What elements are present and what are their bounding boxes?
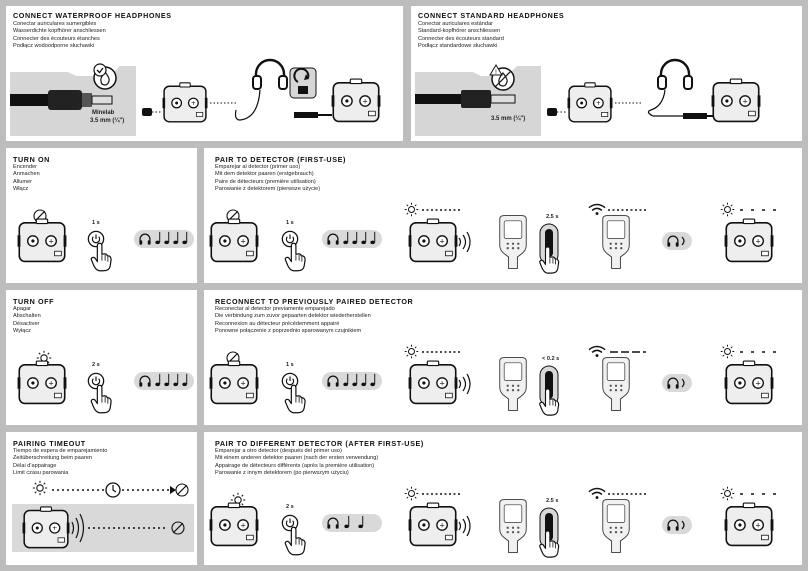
sun-slow-blink-icon [720, 344, 780, 360]
panel-turn-off [6, 290, 197, 425]
pair-diff-title: PAIR TO DIFFERENT DETECTOR (AFTER FIRST-USE) [215, 439, 424, 448]
sun-blink-icon [404, 344, 464, 360]
device-icon [408, 502, 458, 548]
standard-plug-illustration [415, 66, 541, 136]
panel-pair-first [204, 148, 802, 283]
waterproof-subtitle: Conectar auriculares sumergibles Wasserdichte kopfhörer anschliessen Connecter des écouteurs étanches Podłącz wodoodporne słuchawki [13, 21, 106, 50]
panel-pair-different [204, 432, 802, 565]
detector-icon [601, 214, 631, 270]
detector-button[interactable] [534, 366, 564, 416]
hand-icon [284, 526, 306, 556]
sun-slow-blink-icon [720, 202, 780, 218]
detector-icon [498, 356, 528, 412]
waterproof-plug-size: 3.5 mm (¼") [90, 118, 125, 124]
timeout-illustration [12, 480, 194, 560]
sound-pill [322, 514, 382, 532]
detector-icon [601, 356, 631, 412]
timeout-title: PAIRING TIMEOUT [13, 439, 86, 448]
standard-plug-size: 3.5 mm (¼") [491, 116, 526, 122]
device-icon [711, 78, 771, 138]
turn-on-title: TURN ON [13, 155, 50, 164]
sound-waves-icon [457, 374, 469, 394]
headphone-pill [662, 516, 692, 534]
device-icon [408, 360, 458, 406]
pair-first-detector-hold: 2.5 s [546, 214, 559, 220]
sound-waves-icon [457, 516, 469, 536]
detector-icon [601, 498, 631, 554]
device-icon [331, 78, 391, 138]
device-icon [209, 360, 259, 406]
panel-reconnect [204, 290, 802, 425]
turn-on-subtitle: Encender Anmachen Allumer Włącz [13, 164, 40, 193]
sun-slow-blink-icon [720, 486, 780, 502]
turn-off-hold: 2 s [92, 362, 100, 368]
sound-pill [322, 372, 382, 390]
sound-waves-icon [457, 232, 469, 252]
reconnect-title: RECONNECT TO PREVIOUSLY PAIRED DETECTOR [215, 297, 414, 306]
turn-on-hold: 1 s [92, 220, 100, 226]
detector-icon [498, 498, 528, 554]
turn-off-subtitle: Apagar Abschalten Désactiver Wyłącz [13, 306, 41, 335]
reconnect-subtitle: Reconectar al detector previamente emparejado Die verbindung zum zuvor gepaarten detektor wiederherstellen Reconnexion au détecteur précédemment appairé Ponowne połączenie z poprzednio sparowanym czujnikiem [215, 306, 371, 335]
detector-button[interactable] [534, 508, 564, 558]
device-icon [209, 218, 259, 264]
device-icon [724, 360, 774, 406]
sun-blink-icon [404, 202, 464, 218]
hand-icon [90, 384, 112, 414]
pair-first-hold: 1 s [286, 220, 294, 226]
headphone-pill [662, 374, 692, 392]
hand-icon [284, 242, 306, 272]
pair-first-title: PAIR TO DETECTOR (FIRST-USE) [215, 155, 347, 164]
timeout-subtitle: Tiempo de espera de emparejamiento Zeitüberschreitung beim paaren Délai d'appairage Limit czasu parowania [13, 448, 108, 477]
headphone-cable [228, 56, 348, 136]
reconnect-hold: 1 s [286, 362, 294, 368]
pair-diff-hold: 2 s [286, 504, 294, 510]
reconnect-detector-hold: < 0.2 s [542, 356, 560, 362]
sound-pill [322, 230, 382, 248]
panel-standard [411, 6, 802, 141]
pair-first-subtitle: Emparejar al detector (primer uso) Mit dem detektor paaren (erstgebrauch) Paire de détecteurs (première utilisation) Parowanie z detektorem (pierwsze użycie) [215, 164, 321, 193]
detector-icon [498, 214, 528, 270]
device-icon [724, 502, 774, 548]
panel-turn-on [6, 148, 197, 283]
sound-pill [134, 230, 194, 248]
waterproof-plug-brand: Minelab [92, 110, 115, 116]
waterproof-title: CONNECT WATERPROOF HEADPHONES [13, 11, 172, 20]
device-icon [724, 218, 774, 264]
panel-waterproof [6, 6, 403, 141]
device-icon [209, 502, 259, 548]
turn-off-title: TURN OFF [13, 297, 55, 306]
device-icon [17, 360, 67, 406]
svg-text:!: ! [494, 69, 498, 76]
sound-pill [134, 372, 194, 390]
hand-icon [90, 242, 112, 272]
device-icon [17, 218, 67, 264]
sun-blink-icon [404, 486, 464, 502]
headphone-pill [662, 232, 692, 250]
pair-diff-subtitle: Emparejar a otro detector (después del primer uso) Mit einem anderen detektor paaren (nach der ersten verwendung) Appairage de détecteurs différents (après la première utilisation) Parowanie z innym detektorem (po pierwszym użyciu) [215, 448, 379, 477]
standard-title: CONNECT STANDARD HEADPHONES [418, 11, 565, 20]
waterproof-plug-illustration [10, 66, 136, 136]
panel-timeout [6, 432, 197, 565]
device-icon [408, 218, 458, 264]
pair-diff-detector-hold: 2.5 s [546, 498, 559, 504]
standard-subtitle: Conectar auriculares estándar Standard-kopfhörer anschliessen Connecter des écouteurs standard Podłącz standardowe słuchawki [418, 21, 504, 50]
detector-button[interactable] [534, 224, 564, 274]
hand-icon [284, 384, 306, 414]
